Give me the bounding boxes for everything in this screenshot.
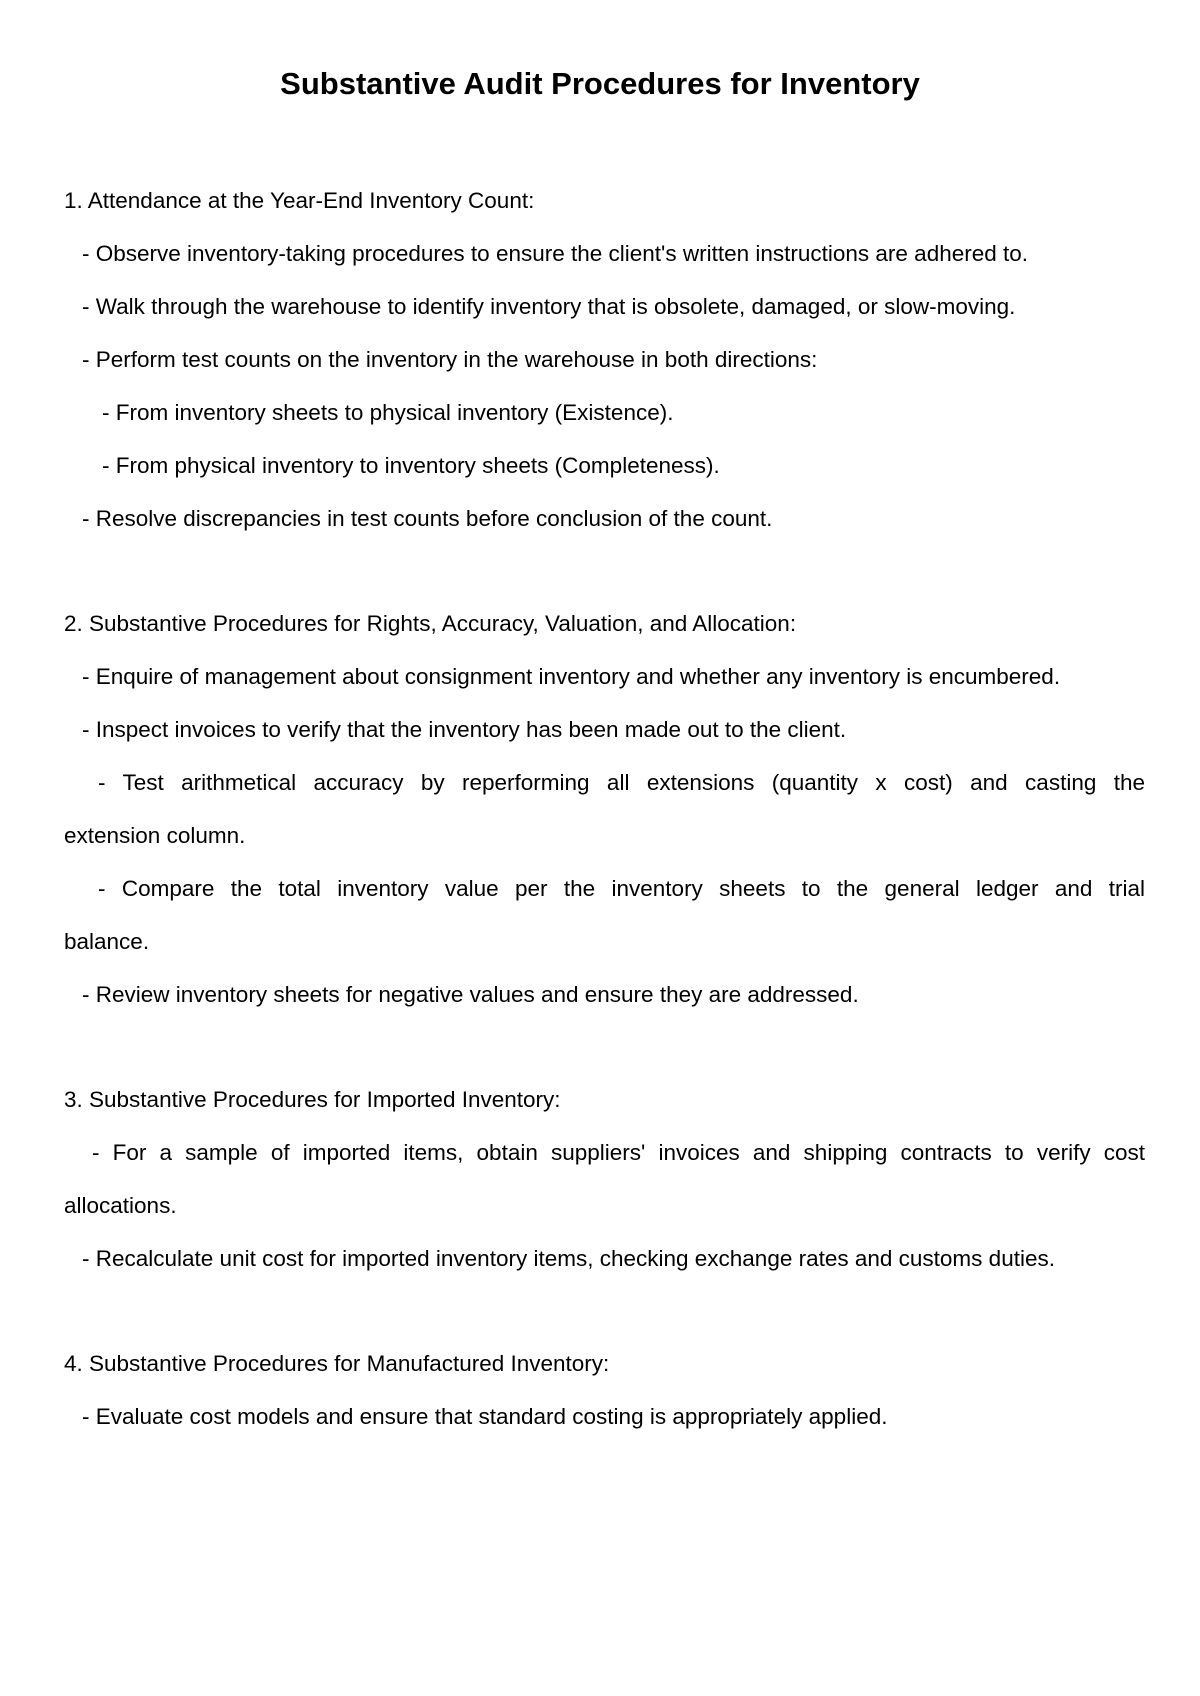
list-item: - Compare the total inventory value per the inventory sheets to the general ledger and trial: [98, 876, 1145, 901]
section-heading-1: 1. Attendance at the Year-End Inventory Count:: [64, 188, 535, 213]
sub-list-item: - From physical inventory to inventory sheets (Completeness).: [102, 453, 720, 478]
list-item: - Recalculate unit cost for imported inventory items, checking exchange rates and customs duties.: [82, 1246, 1055, 1271]
list-item: - Observe inventory-taking procedures to ensure the client's written instructions are adhered to.: [82, 241, 1029, 266]
list-item-continuation: balance.: [64, 929, 150, 954]
section-heading-3: 3. Substantive Procedures for Imported Inventory:: [64, 1087, 561, 1112]
list-item: - Evaluate cost models and ensure that standard costing is appropriately applied.: [82, 1404, 888, 1429]
list-item: - For a sample of imported items, obtain suppliers' invoices and shipping contracts to verify cost: [92, 1140, 1145, 1165]
list-item-continuation: allocations.: [64, 1193, 177, 1218]
list-item: - Resolve discrepancies in test counts before conclusion of the count.: [82, 506, 773, 531]
section-heading-4: 4. Substantive Procedures for Manufactured Inventory:: [64, 1351, 610, 1376]
page-title: Substantive Audit Procedures for Inventory: [280, 66, 920, 101]
list-item: - Inspect invoices to verify that the inventory has been made out to the client.: [82, 717, 847, 742]
sub-list-item: - From inventory sheets to physical inventory (Existence).: [102, 400, 674, 425]
section-heading-2: 2. Substantive Procedures for Rights, Accuracy, Valuation, and Allocation:: [64, 611, 797, 636]
list-item: - Perform test counts on the inventory in the warehouse in both directions:: [82, 347, 818, 372]
list-item: - Review inventory sheets for negative values and ensure they are addressed.: [82, 982, 859, 1007]
list-item: - Walk through the warehouse to identify inventory that is obsolete, damaged, or slow-moving.: [82, 294, 1016, 319]
list-item: - Test arithmetical accuracy by reperforming all extensions (quantity x cost) and casting the: [98, 770, 1145, 795]
list-item-continuation: extension column.: [64, 823, 246, 848]
list-item: - Enquire of management about consignment inventory and whether any inventory is encumbered.: [82, 664, 1061, 689]
